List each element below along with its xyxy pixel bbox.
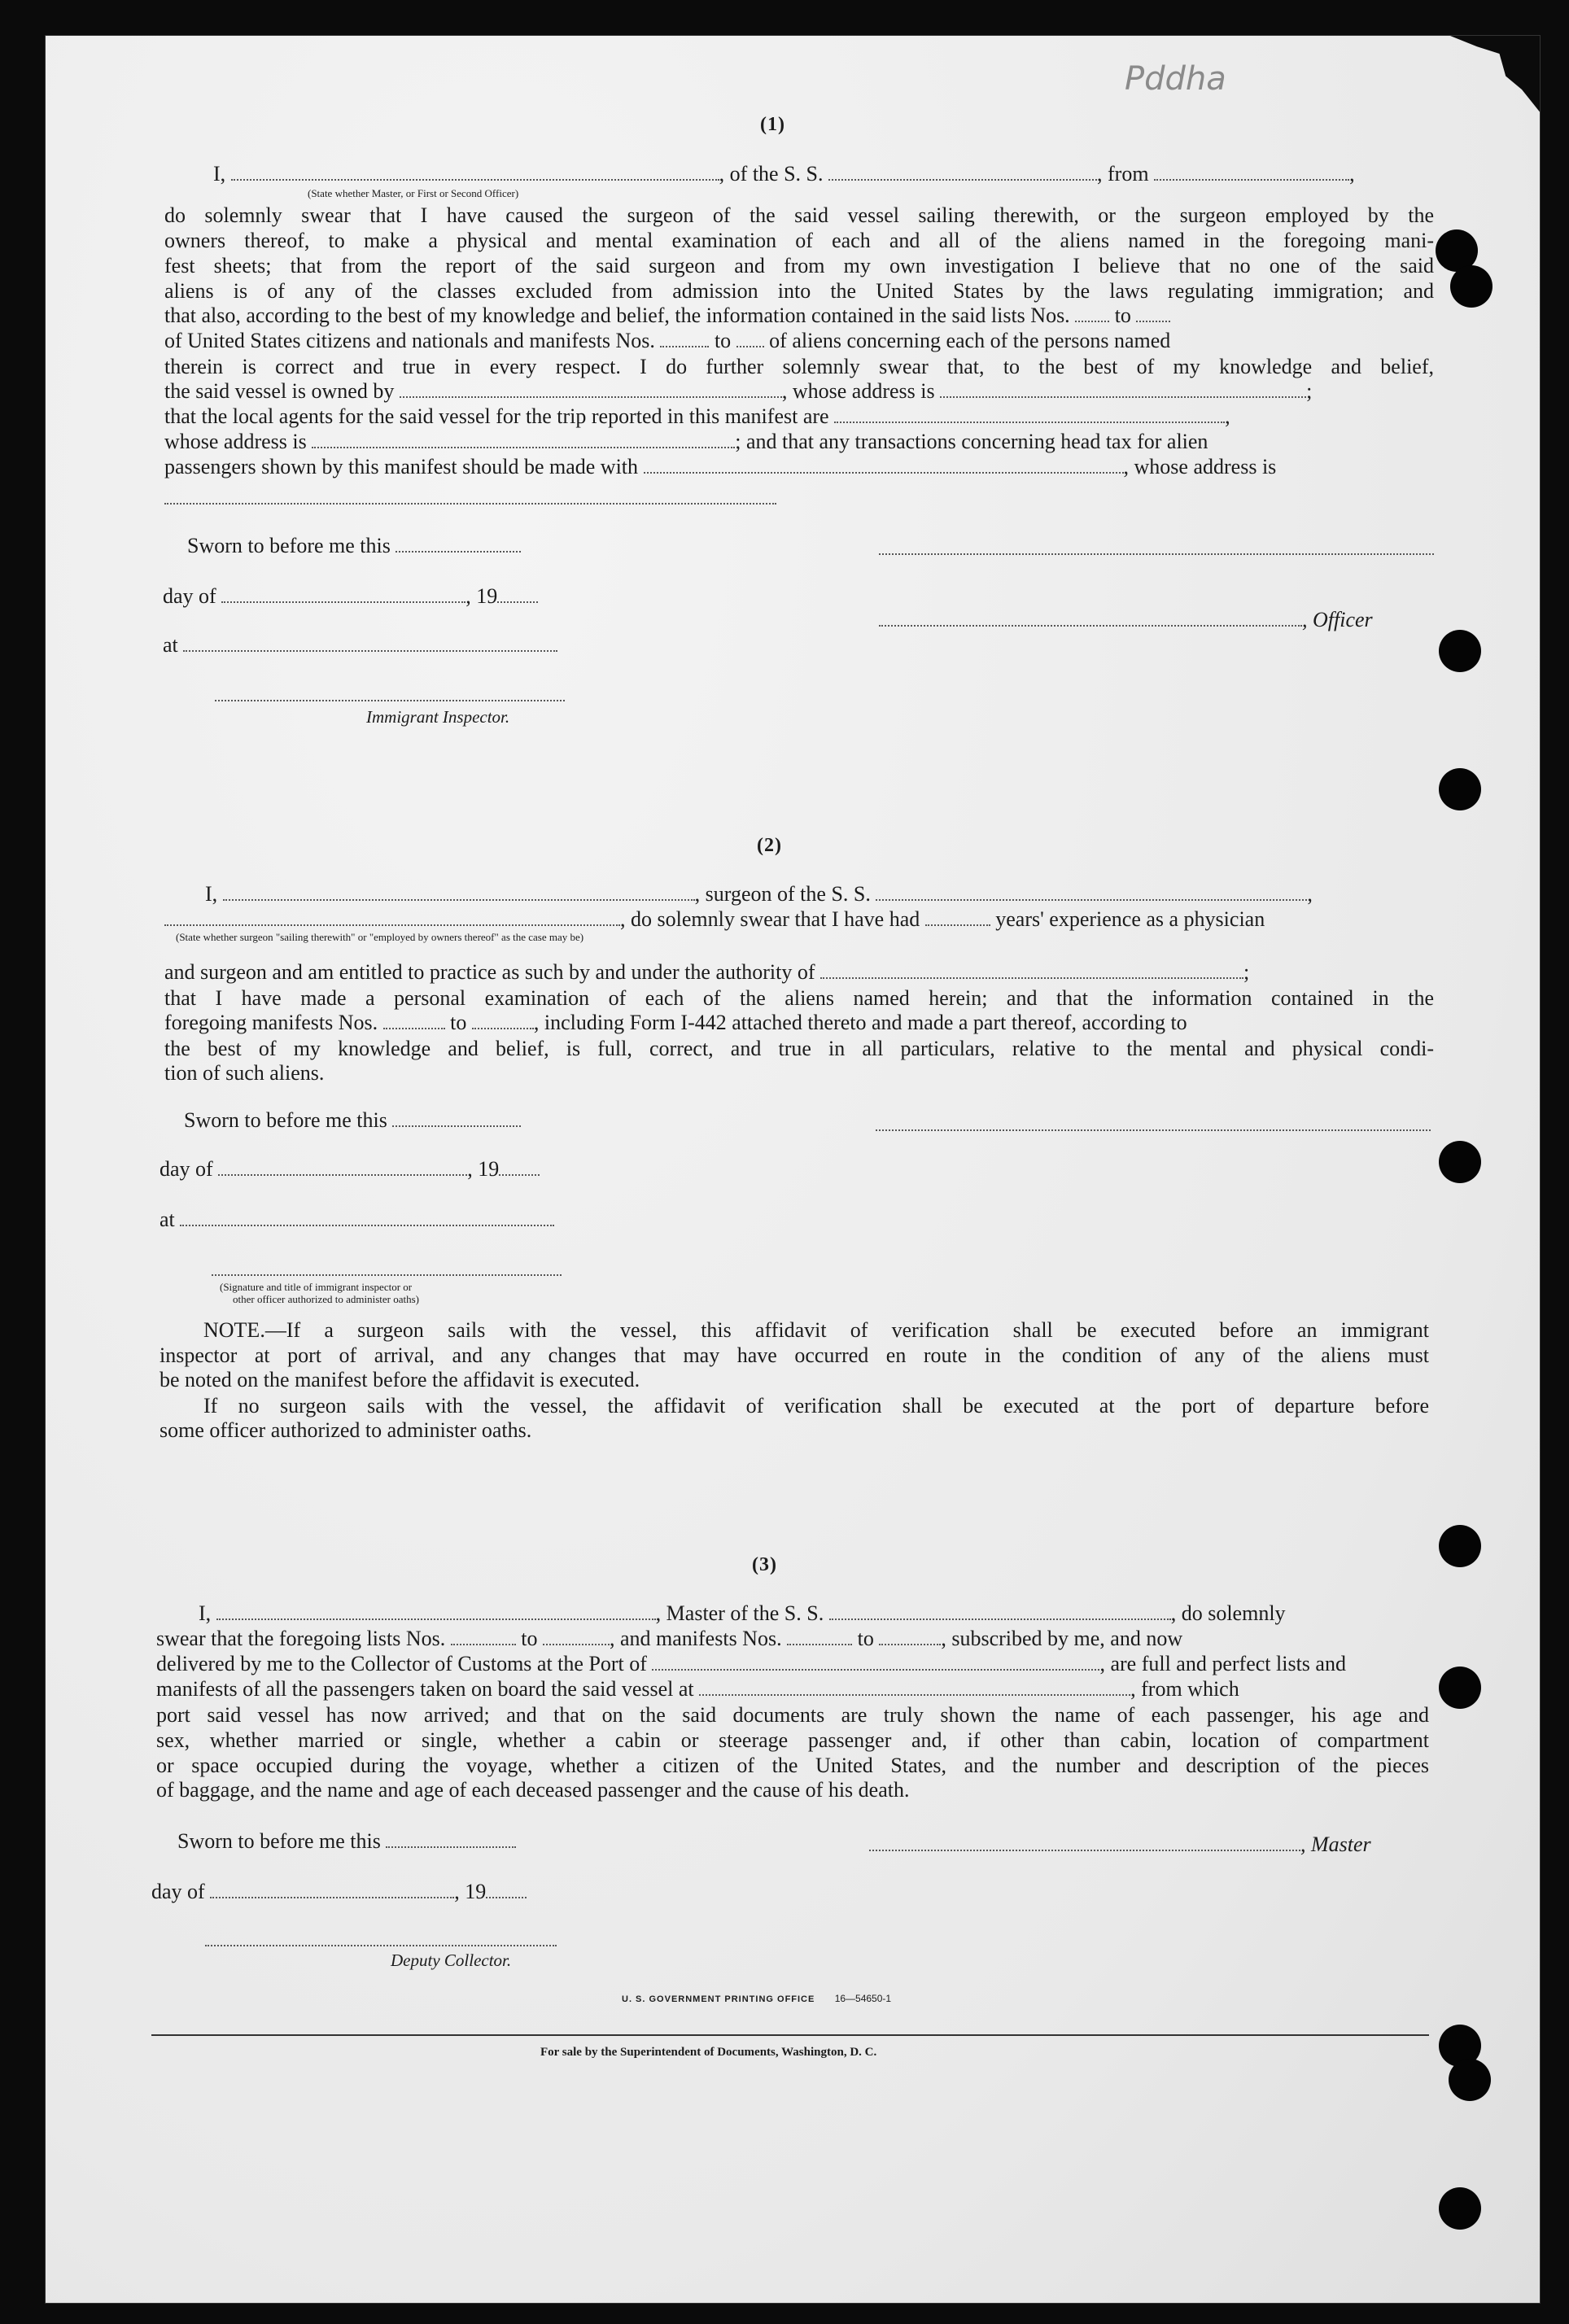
inspector-signature-line: [215, 700, 565, 701]
vessel-name-blank: [828, 163, 1097, 181]
officer-name-blank: [231, 163, 719, 181]
agents-blank: [834, 405, 1225, 423]
sworn-date-blank: [392, 1109, 521, 1127]
section2-sworn: Sworn to before me this: [184, 1108, 521, 1133]
section1-day: day of , 19: [163, 584, 538, 609]
punch-hole: [1449, 2059, 1491, 2101]
sworn-date-blank: [386, 1830, 516, 1848]
section3-line: sex, whether married or single, whether a cabin or steerage passenger and, if other than cabin, location of compartment: [156, 1728, 1429, 1752]
day-blank: [210, 1881, 454, 1898]
lists-to-blank: [543, 1627, 610, 1645]
signature-blank: [879, 553, 1434, 555]
owner-address-blank: [940, 380, 1306, 398]
port-blank: [652, 1653, 1099, 1671]
section1-line: aliens is of any of the classes excluded from admission into the United States by the laws regulating immigration; and: [164, 279, 1434, 303]
manifests-from-blank: [383, 1011, 445, 1029]
manifest-page: [46, 36, 1540, 2303]
lists-from-blank: [451, 1627, 516, 1645]
surgeon-vessel-blank: [876, 883, 1307, 901]
section1-line: the said vessel is owned by , whose address is ;: [164, 379, 1313, 403]
section1-at: at: [163, 633, 557, 657]
section3-line: or space occupied during the voyage, whether a citizen of the United States, and the number and description of the pieces: [156, 1754, 1429, 1777]
boarding-port-blank: [699, 1678, 1130, 1696]
officer-signature-blank: [879, 609, 1302, 627]
printing-office: U. S. GOVERNMENT PRINTING OFFICE 16—54650-1: [622, 1993, 892, 2004]
torn-corner: [1450, 36, 1540, 125]
sworn-date-blank: [396, 535, 521, 553]
sale-note: For sale by the Superintendent of Documents, Washington, D. C.: [540, 2046, 877, 2059]
section2-heading: (2): [757, 835, 782, 856]
sig-caption: (Signature and title of immigrant inspector or: [220, 1281, 413, 1293]
section2-line: , do solemnly swear that I have had years' experience as a physician: [164, 907, 1265, 932]
section2-line: and surgeon and am entitled to practice as such by and under the authority of ;: [164, 960, 1250, 984]
punch-hole: [1439, 1525, 1481, 1567]
section1-line: that the local agents for the said vessel for the trip reported in this manifest are ,: [164, 404, 1230, 428]
years-blank: [925, 908, 990, 926]
surgeon-status-blank: [164, 908, 620, 926]
year-blank: [486, 1881, 527, 1898]
punch-hole: [1439, 1667, 1481, 1709]
officer-signature-line: [212, 1274, 562, 1276]
section1-line: therein is correct and true in every respect. I do further solemnly swear that, to the best of my knowledge and belief,: [164, 355, 1434, 378]
section2-line: I, , surgeon of the S. S. ,: [205, 882, 1313, 906]
section1-officer: , Officer: [879, 608, 1373, 632]
footer-rule: [151, 2034, 1429, 2036]
section2-day: day of , 19: [160, 1157, 540, 1182]
punch-hole: [1439, 630, 1481, 672]
section3-day: day of , 19: [151, 1880, 527, 1904]
sig-caption: other officer authorized to administer oaths): [233, 1293, 419, 1305]
section2-line: foregoing manifests Nos. to , including Form I-442 attached thereto and made a part thereof, according to: [164, 1011, 1187, 1034]
master-signature-blank: [869, 1833, 1300, 1851]
section1-heading: (1): [760, 114, 785, 135]
head-tax-blank: [644, 456, 1124, 474]
surgeon-caption: (State whether surgeon "sailing therewith" or "employed by owners thereof" as the case may be): [176, 931, 584, 943]
section3-line: swear that the foregoing lists Nos. to , and manifests Nos. to , subscribed by me, and now: [156, 1627, 1183, 1650]
day-blank: [218, 1158, 467, 1176]
section1-line: do solemnly swear that I have caused the surgeon of the said vessel sailing therewith, or the surgeon employed by the: [164, 203, 1434, 227]
section3-line: of baggage, and the name and age of each deceased passenger and the cause of his death.: [156, 1778, 910, 1802]
section3-sworn: Sworn to before me this: [177, 1829, 516, 1854]
note-line: NOTE.—If a surgeon sails with the vessel, this affidavit of verification shall be executed before an immigrant: [203, 1318, 1429, 1342]
handwritten-note: Pddha: [1125, 60, 1226, 98]
section2-line: that I have made a personal examination of each of the aliens named herein; and that the information contained in the: [164, 986, 1434, 1010]
section3-line: manifests of all the passengers taken on board the said vessel at , from which: [156, 1677, 1239, 1701]
address-continuation-blank: [164, 503, 776, 505]
section3-line: port said vessel has now arrived; and that on the said documents are truly shown the name of each passenger, his age and: [156, 1703, 1429, 1727]
section2-line: the best of my knowledge and belief, is full, correct, and true in all particulars, relative to the mental and physical condi-: [164, 1037, 1434, 1060]
note-line: be noted on the manifest before the affidavit is executed.: [160, 1368, 640, 1391]
section1-sworn: Sworn to before me this: [187, 534, 521, 558]
agents-address-blank: [312, 430, 735, 448]
section1-line: owners thereof, to make a physical and mental examination of each and all of the aliens named in the foregoing mani-: [164, 229, 1434, 252]
punch-hole: [1439, 768, 1481, 810]
at-blank: [183, 634, 557, 652]
section1-line: that also, according to the best of my knowledge and belief, the information contained in the said lists Nos. to: [164, 304, 1170, 328]
punch-hole: [1450, 265, 1493, 308]
lists-to-blank: [1136, 304, 1170, 322]
from-blank: [1154, 163, 1349, 181]
surgeon-name-blank: [223, 883, 695, 901]
section3-master: , Master: [869, 1833, 1371, 1857]
section2-line: tion of such aliens.: [164, 1061, 325, 1085]
punch-hole: [1439, 2187, 1481, 2230]
year-blank: [499, 1158, 540, 1176]
owner-blank: [400, 380, 782, 398]
master-name-blank: [216, 1602, 656, 1620]
collector-signature-line: [205, 1945, 557, 1946]
note-line: If no surgeon sails with the vessel, the affidavit of verification shall be executed at the port of departure before: [203, 1394, 1429, 1418]
lists-from-blank: [1075, 304, 1109, 322]
section1-opening-line: I, , of the S. S. , from ,: [213, 162, 1355, 186]
master-vessel-blank: [829, 1602, 1171, 1620]
section1-line: of United States citizens and nationals and manifests Nos. to of aliens concerning each of the persons named: [164, 329, 1171, 352]
section2-at: at: [160, 1208, 554, 1232]
year-blank: [497, 585, 538, 603]
manifest-to-blank: [736, 330, 764, 347]
note-line: some officer authorized to administer oaths.: [160, 1418, 532, 1442]
day-blank: [221, 585, 465, 603]
manifests-to-blank: [879, 1627, 941, 1645]
at-blank: [180, 1208, 554, 1226]
section3-heading: (3): [752, 1554, 777, 1575]
note-line: inspector at port of arrival, and any changes that may have occurred en route in the condition of any of the aliens must: [160, 1343, 1429, 1367]
punch-hole: [1439, 1141, 1481, 1183]
section1-line: whose address is ; and that any transactions concerning head tax for alien: [164, 430, 1208, 453]
manifest-from-blank: [660, 330, 709, 347]
authority-blank: [820, 961, 1243, 979]
manifests-to-blank: [472, 1011, 534, 1029]
section3-line: I, , Master of the S. S. , do solemnly: [199, 1601, 1286, 1625]
officer-caption: (State whether Master, or First or Second Officer): [308, 187, 519, 199]
signature-blank: [876, 1129, 1431, 1131]
inspector-title: Immigrant Inspector.: [366, 707, 510, 727]
collector-title: Deputy Collector.: [391, 1950, 512, 1970]
section1-line: fest sheets; that from the report of the said surgeon and from my own investigation I believe that no one of the said: [164, 254, 1434, 277]
section3-line: delivered by me to the Collector of Customs at the Port of , are full and perfect lists and: [156, 1652, 1346, 1675]
section1-line: passengers shown by this manifest should be made with , whose address is: [164, 455, 1277, 478]
manifests-from-blank: [787, 1627, 852, 1645]
